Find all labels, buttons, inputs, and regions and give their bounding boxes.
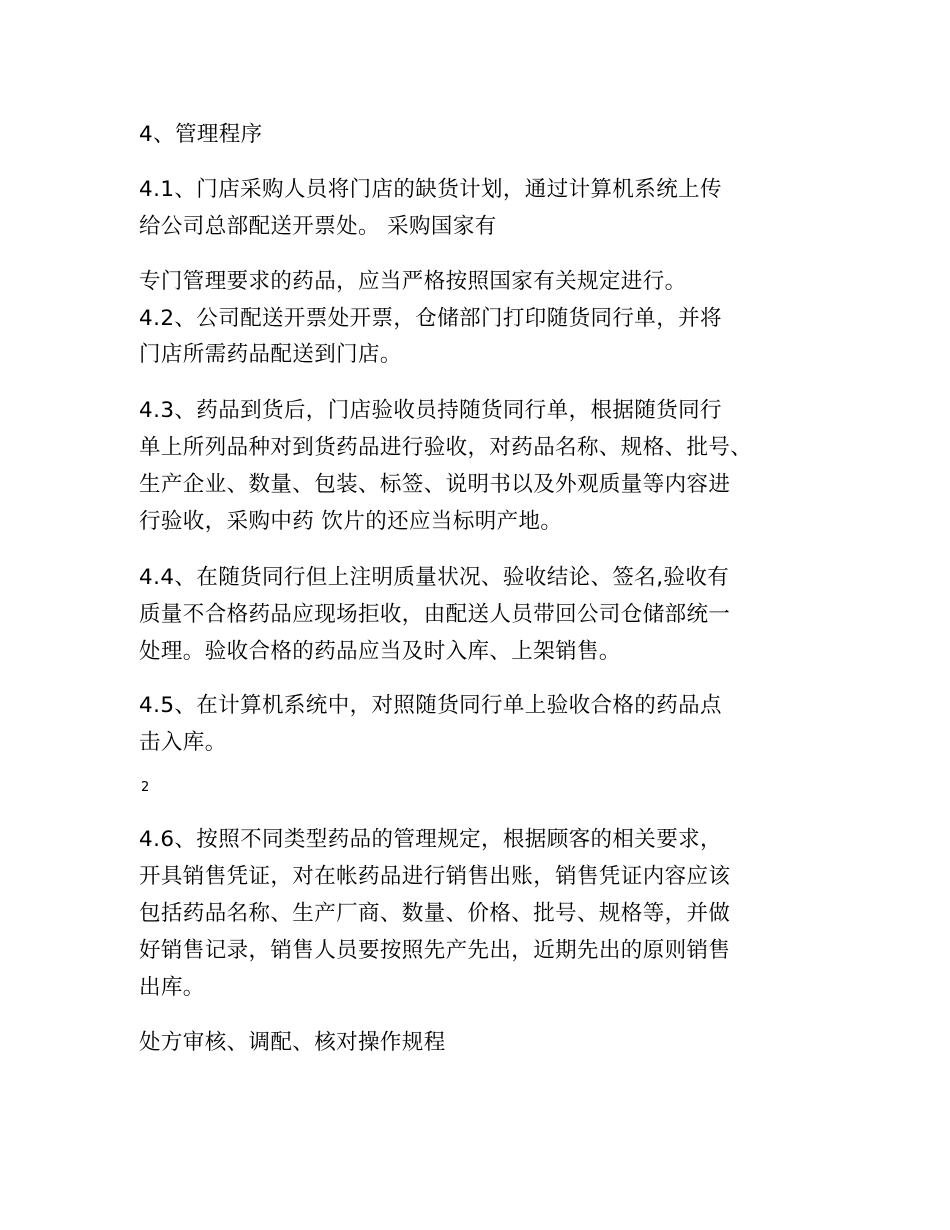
paragraph-4-5-line-2: 击入库。 (139, 730, 227, 755)
paragraph-4-3-line-3: 生产企业、数量、包装、标签、说明书以及外观质量等内容进 (139, 472, 731, 497)
paragraph-4-3-line-1: 4.3、药品到货后，门店验收员持随货同行单，根据随货同行 (139, 398, 722, 423)
page-number: 2 (141, 780, 150, 795)
paragraph-4-6-line-5: 出库。 (139, 975, 205, 1000)
paragraph-4-6-line-2: 开具销售凭证，对在帐药品进行销售出账，销售凭证内容应该 (139, 864, 731, 889)
paragraph-4-5-line-1: 4.5、在计算机系统中，对照随货同行单上验收合格的药品点 (139, 693, 722, 718)
paragraph-4-4-line-3: 处理。验收合格的药品应当及时入库、上架销售。 (139, 639, 621, 664)
paragraph-4-6-line-4: 好销售记录，销售人员要按照先产先出，近期先出的原则销售 (139, 938, 731, 963)
section-heading: 4、管理程序 (139, 122, 263, 147)
paragraph-4-1-continued: 专门管理要求的药品，应当严格按照国家有关规定进行。 (139, 269, 687, 294)
paragraph-4-4-line-2: 质量不合格药品应现场拒收，由配送人员带回公司仓储部统一 (139, 602, 731, 627)
paragraph-4-4-line-1: 4.4、在随货同行但上注明质量状况、验收结论、签名,验收有 (139, 565, 730, 590)
closing-heading: 处方审核、调配、核对操作规程 (139, 1030, 446, 1055)
paragraph-4-2-line-1: 4.2、公司配送开票处开票，仓储部门打印随货同行单，并将 (139, 306, 722, 331)
paragraph-4-1-line-2: 给公司总部配送开票处。 采购国家有 (139, 214, 497, 239)
paragraph-4-6-line-1: 4.6、按照不同类型药品的管理规定，根据顾客的相关要求， (139, 827, 722, 852)
paragraph-4-2-line-2: 门店所需药品配送到门店。 (139, 342, 402, 367)
paragraph-4-3-line-2: 单上所列品种对到货药品进行验收，对药品名称、规格、批号、 (139, 435, 753, 460)
paragraph-4-6-line-3: 包括药品名称、生产厂商、数量、价格、批号、规格等，并做 (139, 901, 731, 926)
paragraph-4-3-line-4: 行验收，采购中药 饮片的还应当标明产地。 (139, 509, 563, 534)
paragraph-4-1-line-1: 4.1、门店采购人员将门店的缺货计划，通过计算机系统上传 (139, 177, 722, 202)
